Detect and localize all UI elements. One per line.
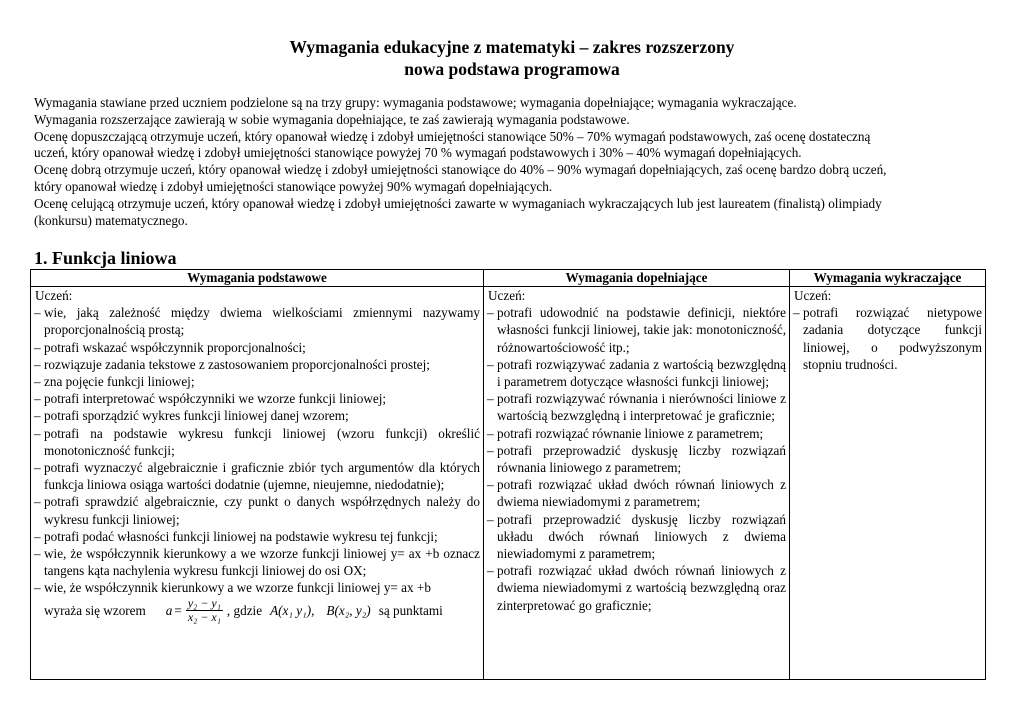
- column-header-exceeding: Wymagania wykraczające: [790, 270, 986, 287]
- table-row: [31, 287, 986, 680]
- intro-line: Ocenę dobrą otrzymuje uczeń, który opanował wiedzę i zdobył umiejętności stanowiące do 40% – 90% wymagań dopełniających, zaś ocenę bardzo dobrą uczeń,: [34, 162, 887, 178]
- basic-requirements-cell: [31, 287, 484, 680]
- list-item: – potrafi na podstawie wykresu funkcji liniowej (wzoru funkcji) określić monotoniczność funkcji;: [34, 425, 480, 459]
- list-item: – potrafi rozwiązać układ dwóch równań liniowych z dwiema niewiadomymi z parametrem;: [487, 476, 786, 510]
- list-item: – potrafi interpretować współczynniki we wzorze funkcji liniowej;: [34, 390, 480, 407]
- exceeding-list: [793, 304, 982, 373]
- list-item: – potrafi sprawdzić algebraicznie, czy punkt o danych współrzędnych należy do wykresu funkcji liniowej;: [34, 493, 480, 527]
- formula-middle-text: , gdzie: [226, 602, 263, 618]
- formula-fraction: [186, 597, 223, 624]
- intro-line: uczeń, który opanował wiedzę i zdobył umiejętności stanowiące powyżej 70 % wymagań podstawowych i 30% – 40% wymagań dopełniających.: [34, 145, 802, 161]
- formula-denominator: x₂ − x₁: [187, 609, 221, 624]
- slope-formula: [44, 597, 480, 624]
- list-item: – potrafi wskazać współczynnik proporcjonalności;: [34, 339, 480, 356]
- list-item: – zna pojęcie funkcji liniowej;: [34, 373, 480, 390]
- formula-suffix: są punktami: [378, 602, 443, 618]
- table-header-row: [31, 270, 986, 287]
- list-item: – potrafi udowodnić na podstawie definicji, niektóre własności funkcji liniowej, takie jak: monotoniczność, różnowartościowość itp.;: [487, 304, 786, 356]
- document-title: [0, 36, 1024, 80]
- title-line-1: Wymagania edukacyjne z matematyki – zakres rozszerzony: [289, 37, 735, 57]
- list-item: – wie, że współczynnik kierunkowy a we wzorze funkcji liniowej y= ax +b oznacz tangens kąta nachylenia wykresu funkcji liniowej do osi OX;: [34, 545, 480, 579]
- intro-line: Ocenę dopuszczającą otrzymuje uczeń, który opanował wiedzę i zdobył umiejętności stanowiące 50% – 70% wymagań podstawowych, zaś ocenę dostateczną: [34, 128, 871, 144]
- list-item-text: – wie, że współczynnik kierunkowy a we wzorze funkcji liniowej y= ax +b: [44, 580, 431, 596]
- formula-equals: =: [174, 602, 182, 618]
- list-item: – potrafi rozwiązać równanie liniowe z parametrem;: [487, 425, 786, 442]
- column-header-basic: Wymagania podstawowe: [31, 270, 484, 287]
- list-item: – potrafi podać własności funkcji liniowej na podstawie wykresu tej funkcji;: [34, 528, 480, 545]
- basic-list: [34, 304, 480, 623]
- list-item: – potrafi przeprowadzić dyskusję liczby rozwiązań układu dwóch równań liniowych z dwiema niewiadomymi z parametrem;: [487, 511, 786, 563]
- requirements-table: [30, 269, 986, 680]
- intro-line: który opanował wiedzę i zdobył umiejętności stanowiące powyżej 90% wymagań dopełniających.: [34, 178, 553, 194]
- exceeding-requirements-cell: [790, 287, 986, 680]
- list-item: – potrafi sporządzić wykres funkcji liniowej danej wzorem;: [34, 407, 480, 424]
- cell-intro: Uczeń:: [488, 288, 526, 303]
- formula-numerator: y₂ − y₁: [187, 595, 221, 610]
- intro-line: Wymagania rozszerzające zawierają w sobie wymagania dopełniające, te zaś zawierają wymagania podstawowe.: [34, 111, 630, 127]
- list-item: – potrafi rozwiązywać równania i nierówności liniowe z wartością bezwzględną i interpretować je graficznie;: [487, 390, 786, 424]
- list-item: – potrafi rozwiązać nietypowe zadania dotyczące funkcji liniowej, o podwyższonym stopniu trudności.: [793, 304, 982, 373]
- list-item: [34, 579, 480, 623]
- column-header-complementary: Wymagania dopełniające: [484, 270, 790, 287]
- list-item: – potrafi rozwiązywać zadania z wartością bezwzględną i parametrem dotyczące własności funkcji liniowej;: [487, 356, 786, 390]
- cell-intro: Uczeń:: [794, 288, 832, 303]
- title-line-2: nowa podstawa programowa: [404, 59, 620, 79]
- list-item: – potrafi wyznaczyć algebraicznie i graficznie zbiór tych argumentów dla których funkcja liniowa osiąga wartości dodatnie (ujemne, nieujemne, niedodatnie);: [34, 459, 480, 493]
- list-item: – wie, jaką zależność między dwiema wielkościami zmiennymi nazywamy proporcjonalnością prostą;: [34, 304, 480, 338]
- intro-line: Wymagania stawiane przed uczniem podzielone są na trzy grupy: wymagania podstawowe; wymagania dopełniające; wymagania wykraczające.: [34, 95, 797, 110]
- section-heading: 1. Funkcja liniowa: [34, 248, 177, 268]
- list-item: – potrafi rozwiązać układ dwóch równań liniowych z dwiema niewiadomymi z wartością bezwzględną oraz zinterpretować go graficznie;: [487, 562, 786, 614]
- list-item: – potrafi przeprowadzić dyskusję liczby rozwiązań równania liniowego z parametrem;: [487, 442, 786, 476]
- list-item: – rozwiązuje zadania tekstowe z zastosowaniem proporcjonalności prostej;: [34, 356, 480, 373]
- cell-intro: Uczeń:: [35, 288, 73, 303]
- formula-variable: a: [165, 602, 173, 618]
- intro-paragraph: [34, 95, 990, 229]
- complementary-requirements-cell: [484, 287, 790, 680]
- intro-line: Ocenę celującą otrzymuje uczeń, który opanował wiedzę i zdobył umiejętności zawarte w wymaganiach wykraczających lub jest laureatem (finalistą) olimpiady: [34, 195, 882, 211]
- formula-prefix: wyraża się wzorem: [44, 602, 146, 618]
- point-a: A(x₁ y₁),: [270, 602, 315, 618]
- intro-line: (konkursu) matematycznego.: [34, 212, 188, 228]
- point-b: B(x₂, y₂): [326, 602, 371, 618]
- complementary-list: [487, 304, 786, 614]
